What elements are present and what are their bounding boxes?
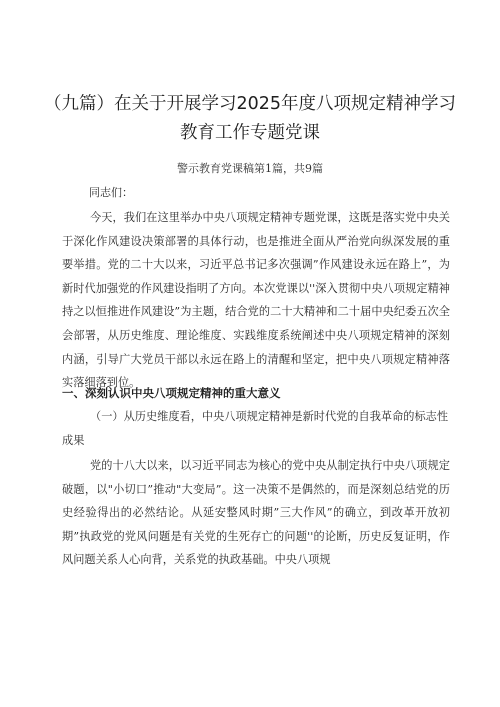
subheading-1-text: （一）从历史维度看，中央八项规定精神是新时代党的自我革命的标志性成果: [62, 410, 449, 447]
document-title-line1: （九篇）在关于开展学习2025年度八项规定精神学习: [43, 94, 457, 114]
section-heading-1: 一、深刻认识中央八项规定精神的重大意义: [62, 386, 281, 400]
paragraph-history-text: 党的十八大以来，以习近平同志为核心的党中央从制定执行中央八项规定破题，以"小切口”推动"大变局”。这一决策不是偶然的，而是深刻总结党的历史经验得出的必然结论。从延安整风时期”三大作风”的确立，到改革开放初期”执政党的党风问题是有关党的生死存亡的问题''的论断，历史反复证明，作风问题关系人心向背，关系党的执政基础。中央八项规: [62, 459, 450, 567]
salutation: 同志们：: [89, 186, 133, 199]
subheading-1: [62, 405, 450, 452]
document-subtitle: 警示教育党课稿第1篇，共9篇: [177, 162, 323, 175]
paragraph-intro-text: 今天，我们在这里举办中央八项规定精神专题党课，这既是落实党中央关于深化作风建设决策部署的具体行动，也是推进全面从严治党向纵深发展的重要举措。党的二十大以来，习近平总书记多次强调”作风建设永远在路上”，为新时代加强党的作风建设指明了方向。本次党课以''深入贯彻中央八项规定精神持之以恒推进作风建设”为主题，结合党的二十大精神和二十届中央纪委五次全会部署，从历史维度、理论维度、实践维度系统阐述中央八项规定精神的深刻内涵，引导广大党员干部以永远在路上的清醒和坚定，把中央八项规定精神落实落细落到位。: [62, 211, 450, 390]
paragraph-history: [62, 454, 450, 572]
document-title-line2: 教育工作专题党课: [180, 123, 320, 143]
paragraph-intro: [62, 206, 450, 395]
